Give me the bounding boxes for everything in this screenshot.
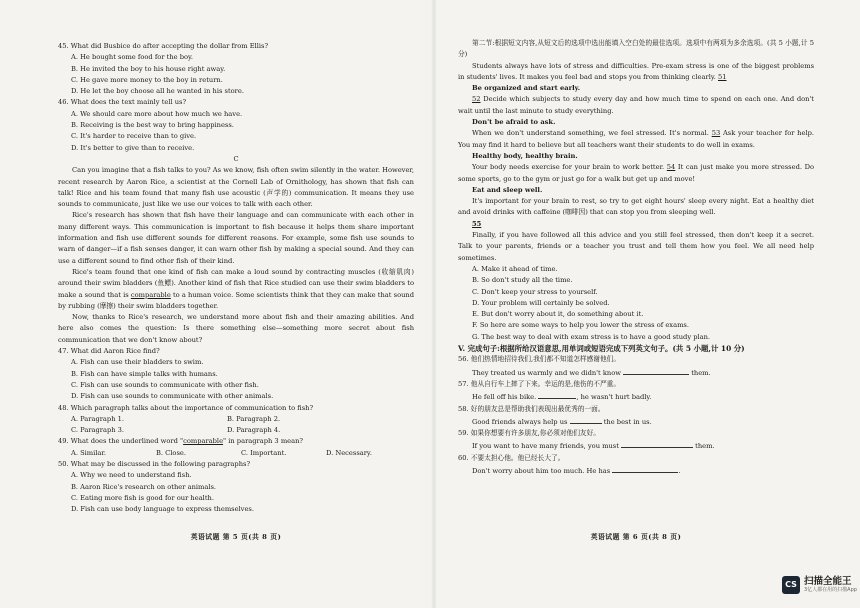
- question-50: 50. What may be discussed in the following paragraphs?: [58, 459, 251, 468]
- sentence-60-en: Don't worry about him too much. He has .: [458, 464, 814, 477]
- option: B. Aaron Rice's research on other animals.: [71, 482, 217, 491]
- underlined-word: comparable: [130, 290, 171, 299]
- option: A. He bought some food for the boy.: [71, 53, 194, 62]
- answer-blank[interactable]: [623, 366, 689, 375]
- option: G. The best way to deal with exam stress is to have a good study plan.: [472, 332, 711, 341]
- passage-heading: Healthy body, healthy brain.: [472, 151, 578, 160]
- option: C. He gave more money to the boy in return.: [71, 75, 223, 84]
- question-48: 48. Which paragraph talks about the importance of communication to fish?: [58, 403, 314, 412]
- watermark-subtitle: 3亿人都在用的扫描App: [804, 587, 857, 593]
- watermark-title: 扫描全能王: [804, 576, 852, 587]
- page-fold: [431, 0, 437, 608]
- sentence-58-en: Good friends always help us the best in us.: [458, 415, 814, 428]
- page-footer: 英语试题 第 5 页(共 8 页): [190, 533, 282, 541]
- passage-heading: Don't be afraid to ask.: [472, 118, 556, 127]
- question-45: 45. What did Busbice do after accepting the dollar from Ellis?: [58, 42, 269, 50]
- answer-blank[interactable]: [538, 390, 576, 399]
- passage-heading: Eat and sleep well.: [472, 185, 543, 194]
- passage-heading: Be organized and start early.: [472, 84, 581, 93]
- option: D. Fish can use body language to express themselves.: [71, 505, 254, 514]
- answer-blank[interactable]: [570, 415, 602, 424]
- camscanner-logo-icon: CS: [782, 576, 800, 594]
- question-46: 46. What does the text mainly tell us?: [58, 98, 187, 107]
- page-5: [58, 0, 414, 608]
- passage-paragraph: 52 Decide which subjects to study every day and how much time to spend on each one. And don't wait until the last minute to study everything.: [458, 95, 814, 115]
- passage-paragraph: Students always have lots of stress and difficulties. Pre-exam stress is one of the biggest problems in students' lives. It makes you feel bad and stops you from thinking clearly. 51: [458, 61, 814, 81]
- option: A. Make it ahead of time.: [472, 264, 558, 273]
- option: C. Fish can use sounds to communicate with other fish.: [71, 380, 259, 389]
- option: A. We should care more about how much we have.: [71, 109, 243, 118]
- section-title: V. 完成句子:根据所给汉语意思,用单词或短语完成下列英文句子。(共 5 小题,计 10 分): [458, 344, 745, 354]
- passage-paragraph: Rice's research has shown that fish have their language and can communicate with each other in many different ways. This communication is important to fish because it helps them share important information and fish use different sounds for different reasons. For example, some fish use sounds to warn of danger—if a fish senses danger, it can warn other fish by making a special sound. And they can use a different sound to find other fish of their kind.: [58, 211, 414, 265]
- passage-paragraph: It's important for your brain to rest, so try to get eight hours' sleep every night. Eat a healthy diet and avoid drinks with caffeine (咖啡因) that can stop you from sleeping well.: [458, 197, 814, 217]
- page-6: [458, 0, 814, 608]
- option: B. Fish can have simple talks with humans.: [71, 369, 218, 378]
- passage-paragraph: Now, thanks to Rice's research, we understand more about fish and their amazing abilities. And here also comes the question: Is there something else—something more secret about fish communication that we don't know about?: [58, 313, 414, 344]
- passage-paragraph: Can you imagine that a fish talks to you? As we know, fish often swim silently in the water. However, recent research by Aaron Rice, a scientist at the Cornell Lab of Ornithology, has shown that fish can talk! Rice and his team found that many fish use acoustic (声学的) communication. It means they use sounds to communicate, just like we use our voices to talk with each other.: [58, 166, 414, 209]
- option: D. It's better to give than to receive.: [71, 143, 195, 152]
- sentence-59-cn: 59. 如果你想要有许多朋友,你必须对他们友好。: [458, 429, 600, 438]
- option: B. So don't study all the time.: [472, 276, 573, 285]
- option: E. But don't worry about it, do something about it.: [472, 310, 644, 319]
- blank-53: 53: [711, 129, 721, 138]
- question-47: 47. What did Aaron Rice find?: [58, 347, 160, 356]
- blank-55: 55: [472, 219, 482, 228]
- option: F. So here are some ways to help you lower the stress of exams.: [472, 321, 689, 330]
- options-row: A. Similar. B. Close. C. Important. D. Necessary.: [71, 448, 372, 457]
- option: A. Fish can use their bladders to swim.: [71, 358, 204, 367]
- option: D. He let the boy choose all he wanted in his store.: [71, 87, 244, 96]
- option: C. Eating more fish is good for our health.: [71, 493, 214, 502]
- sentence-58-cn: 58. 好的朋友总是帮助我们表现出最优秀的一面。: [458, 404, 605, 413]
- section-heading: C: [233, 154, 239, 163]
- sentence-60-cn: 60. 不要太担心他。他已经长大了。: [458, 453, 565, 462]
- scanner-watermark: [782, 576, 857, 594]
- option: D. Fish can use sounds to communicate with other animals.: [71, 392, 274, 401]
- sentence-59-en: If you want to have many friends, you must them.: [458, 439, 814, 452]
- answer-blank[interactable]: [612, 464, 678, 473]
- section-instructions: 第二节:根据短文内容,从短文后的选项中选出能填入空白处的最佳选项。选项中有两项为多余选项。(共 5 小题,计 5 分): [458, 39, 814, 59]
- passage-paragraph: When we don't understand something, we feel stressed. It's normal. 53 Ask your teacher for help. You may find it hard to believe but all teachers want their students to do well in exams.: [458, 129, 814, 149]
- blank-52: 52: [472, 95, 481, 104]
- option: C. Don't keep your stress to yourself.: [472, 287, 598, 296]
- passage-paragraph: Your body needs exercise for your brain to work better. 54 It can just make you more stressed. Do some sports, go to the gym or just go for a walk but get up and move!: [458, 163, 814, 183]
- page-footer: 英语试题 第 6 页(共 8 页): [590, 533, 682, 541]
- question-49: 49. What does the underlined word "comparable" in paragraph 3 mean?: [58, 437, 303, 446]
- option: B. He invited the boy to his house right away.: [71, 64, 226, 73]
- option: C. It's harder to receive than to give.: [71, 132, 197, 141]
- passage-paragraph: Finally, if you have followed all this advice and you still feel stressed, then don't keep it a secret. Talk to your parents, friends or a teacher you trust and tell them how you feel. We all need help sometimes.: [458, 231, 814, 262]
- option: B. Receiving is the best way to bring happiness.: [71, 121, 234, 130]
- blank-54: 54: [666, 163, 676, 172]
- sentence-56-cn: 56. 他们热情地招待我们,我们都不知道怎样感谢他们。: [458, 355, 621, 364]
- sentence-56-en: They treated us warmly and we didn't know them.: [458, 366, 814, 379]
- options-row: C. Paragraph 3. D. Paragraph 4.: [71, 426, 281, 435]
- options-row: A. Paragraph 1. B. Paragraph 2.: [71, 414, 281, 423]
- sentence-57-en: He fell off his bike. , he wasn't hurt badly.: [458, 390, 814, 403]
- passage-paragraph: Rice's team found that one kind of fish can make a loud sound by contracting muscles (收缩肌肉) around their swim bladders (鱼鳔). Another kind of fish that Rice studied can use their swim bladders to make a sound that is comparable to a human voice. Some scientists think that they can make that sound by rubbing (摩擦) their swim bladders together.: [58, 267, 414, 310]
- option: D. Your problem will certainly be solved.: [472, 298, 610, 307]
- option: A. Why we need to understand fish.: [71, 471, 192, 480]
- blank-51: 51: [718, 72, 727, 81]
- sentence-57-cn: 57. 他从自行车上摔了下来。幸运的是,他伤的不严重。: [458, 379, 621, 388]
- answer-blank[interactable]: [621, 439, 693, 448]
